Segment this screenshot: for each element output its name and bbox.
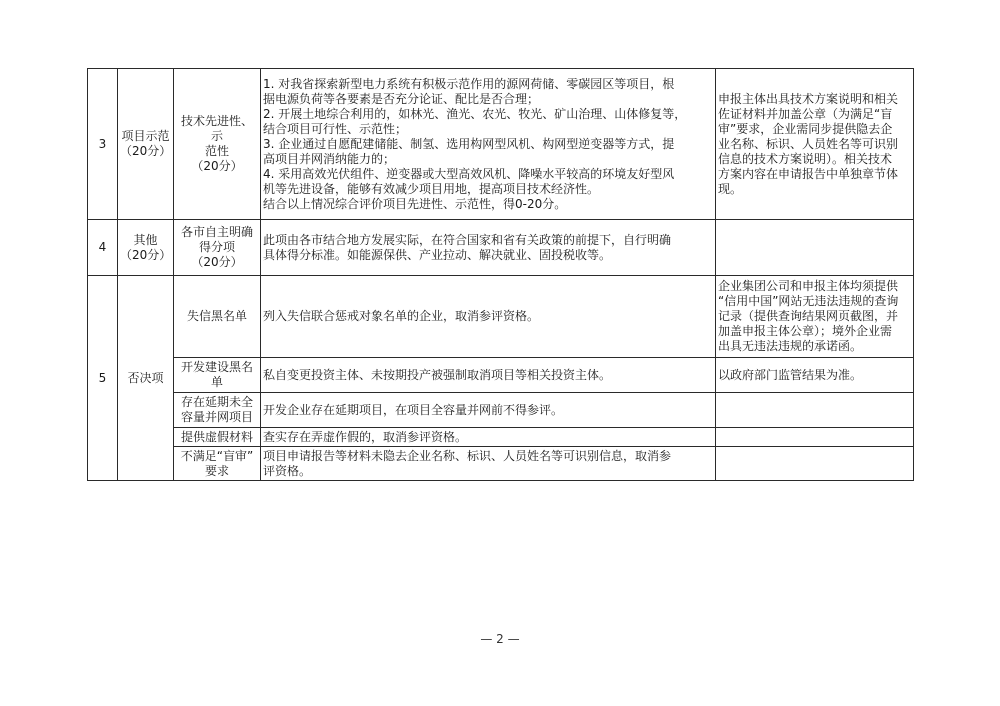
category-label: 其他: [133, 232, 158, 247]
item-cell: [174, 358, 261, 393]
criteria-cell: [261, 69, 716, 220]
material-line: “信用中国”网站无违法违规的查询: [718, 294, 899, 308]
table-row: [88, 428, 914, 447]
category-cell: 否决项: [118, 276, 174, 481]
item-label: 失信黑名单: [186, 309, 247, 323]
item-cell: [174, 69, 261, 220]
criteria-line: 高项目并网消纳能力的；: [263, 151, 396, 166]
material-line: 方案内容在申请报告中单独章节体: [718, 166, 899, 181]
criteria-line: 项目申请报告等材料未隐去企业名称、标识、人员姓名等可识别信息，取消参: [263, 448, 672, 463]
criteria-line: 3. 企业通过自愿配建储能、制氢、选用构网型风机、构网型逆变器等方式，提: [263, 136, 675, 151]
item-cell: [174, 428, 261, 447]
row-number: 4: [88, 220, 118, 276]
material-line: 申报主体出具技术方案说明和相关: [718, 91, 899, 106]
item-score: （20分）: [191, 159, 243, 173]
criteria-line: 结合以上情况综合评价项目先进性、示范性，得0-20分。: [263, 196, 567, 211]
table-row: [88, 393, 914, 428]
table-row: [88, 69, 914, 220]
category-score: （20分）: [120, 247, 172, 262]
material-cell: [716, 358, 914, 393]
material-cell: [716, 393, 914, 428]
item-label: 开发建设黑名: [180, 360, 253, 374]
criteria-line: 据电源负荷等各要素是否充分论证、配比是否合理；: [263, 91, 540, 106]
material-cell: [716, 428, 914, 447]
material-line: 信息的技术方案说明）。相关技术: [718, 151, 893, 166]
item-label: 技术先进性、示: [180, 114, 253, 143]
criteria-line: 2. 开展土地综合利用的，如林光、渔光、农光、牧光、矿山治理、山体修复等，: [263, 106, 687, 121]
table-row: [88, 276, 914, 358]
item-label: 不满足“盲审”: [180, 448, 254, 463]
material-line: 佐证材料并加盖公章（为满足“盲: [718, 106, 893, 121]
criteria-cell: [261, 220, 716, 276]
item-cell: [174, 393, 261, 428]
material-line: 加盖申报主体公章）；境外企业需: [718, 324, 893, 338]
row-number: 5: [88, 276, 118, 481]
material-cell: [716, 69, 914, 220]
criteria-line: 4. 采用高效光伏组件、逆变器或大型高效风机、降噪水平较高的环境友好型风: [263, 166, 675, 181]
criteria-line: 评资格。: [263, 463, 312, 478]
category-cell: [118, 220, 174, 276]
material-line: 业名称、标识、人员姓名等可识别: [718, 136, 899, 151]
item-label: 容量并网项目: [180, 410, 253, 424]
criteria-cell: [261, 393, 716, 428]
item-cell: [174, 220, 261, 276]
material-line: 出具无违法违规的承诺函。: [718, 339, 863, 353]
criteria-cell: [261, 276, 716, 358]
material-line: 现。: [718, 181, 743, 196]
criteria-line: 机等先进设备，能够有效减少项目用地，提高项目技术经济性。: [263, 181, 600, 196]
criteria-line: 列入失信联合惩戒对象名单的企业，取消参评资格。: [263, 309, 540, 323]
scoring-table: [87, 68, 914, 481]
item-score: （20分）: [191, 255, 243, 269]
item-label: 各市自主明确: [180, 225, 253, 239]
page-number: — 2 —: [480, 632, 520, 646]
item-label: 范性: [204, 144, 229, 158]
material-cell: [716, 447, 914, 481]
criteria-line: 1. 对我省探索新型电力系统有积极示范作用的源网荷储、零碳园区等项目，根: [263, 76, 675, 91]
material-line: 以政府部门监管结果为准。: [718, 367, 863, 382]
item-label: 单: [210, 375, 223, 389]
material-line: 审”要求，企业需同步提供隐去企: [718, 121, 893, 136]
criteria-line: 结合项目可行性、示范性；: [263, 121, 408, 136]
row-number: 3: [88, 69, 118, 220]
category-cell: [118, 69, 174, 220]
material-line: 记录（提供查询结果网页截图，并: [718, 309, 899, 323]
table-row: [88, 358, 914, 393]
material-line: 企业集团公司和申报主体均须提供: [718, 279, 899, 293]
category-score: （20分）: [120, 144, 172, 158]
criteria-line: 查实存在弄虚作假的，取消参评资格。: [263, 429, 468, 444]
item-cell: [174, 447, 261, 481]
criteria-cell: [261, 428, 716, 447]
table-row: [88, 447, 914, 481]
criteria-line: 开发企业存在延期项目，在项目全容量并网前不得参评。: [263, 402, 564, 417]
category-label: 项目示范: [121, 129, 170, 143]
item-label: 得分项: [198, 240, 235, 254]
criteria-line: 此项由各市结合地方发展实际，在符合国家和省有关政策的前提下，自行明确: [263, 232, 672, 247]
material-cell: [716, 276, 914, 358]
item-label: 要求: [204, 463, 229, 478]
criteria-line: 私自变更投资主体、未按期投产被强制取消项目等相关投资主体。: [263, 367, 612, 382]
material-cell: [716, 220, 914, 276]
table-row: [88, 220, 914, 276]
criteria-cell: [261, 447, 716, 481]
item-label: 提供虚假材料: [180, 429, 253, 444]
item-cell: [174, 276, 261, 358]
criteria-cell: [261, 358, 716, 393]
criteria-line: 具体得分标准。如能源保供、产业拉动、解决就业、固投税收等。: [263, 247, 612, 262]
item-label: 存在延期未全: [180, 395, 253, 409]
